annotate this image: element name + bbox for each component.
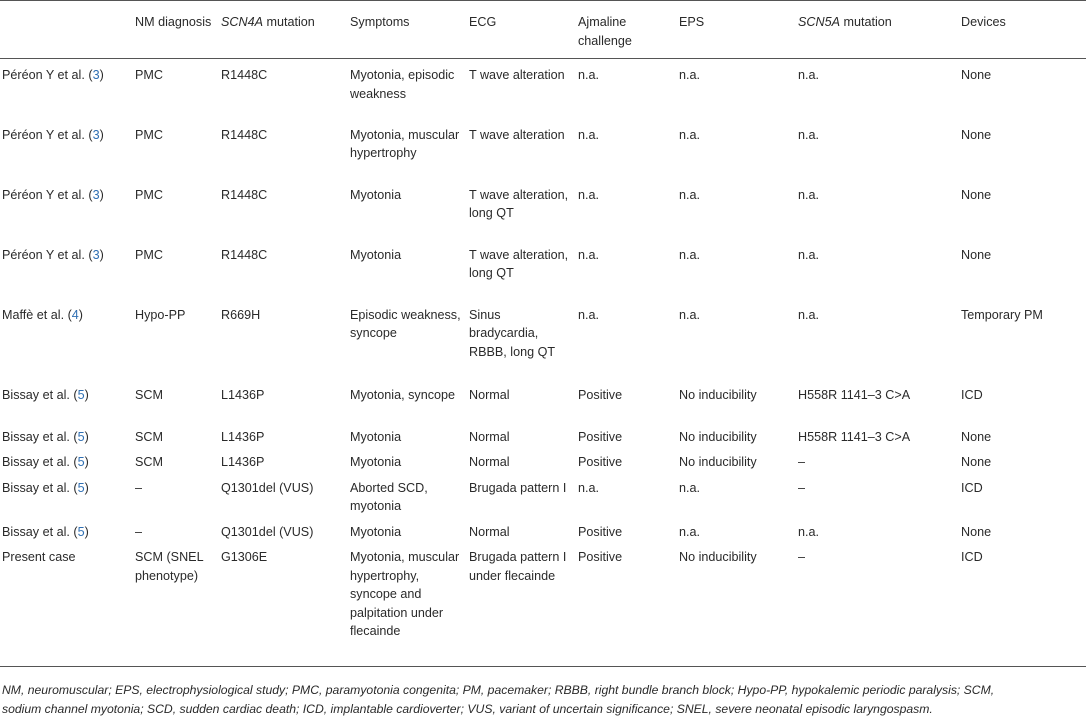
cell-symptoms: Myotonia: [350, 455, 402, 469]
cell-eps: n.a.: [679, 480, 701, 495]
author-name: Bissay et al.: [2, 429, 70, 444]
author-name: Bissay et al.: [2, 480, 70, 495]
author-name: Bissay et al.: [2, 387, 70, 402]
header-cell-ajmaline-challenge: Ajmaline challenge: [574, 1, 675, 59]
cell-nm-diagnosis: SCM: [135, 387, 163, 402]
cell-scn5a-mutation: n.a.: [798, 187, 820, 202]
cell-ajmaline-challenge: Positive: [578, 387, 623, 402]
citation-link[interactable]: 3: [92, 247, 100, 262]
cell-devices: None: [961, 187, 992, 202]
table-row: [0, 379, 1086, 421]
cell-eps: n.a.: [679, 187, 701, 202]
author-name: Present case: [2, 550, 76, 564]
table-row: [0, 59, 1086, 119]
cell-scn5a-mutation: n.a.: [798, 127, 820, 142]
table-footnote: NM, neuromuscular; EPS, electrophysiological study; PMC, paramyotonia congenita; PM, pacemaker; RBBB, right bundle branch block; Hypo-PP, hypokalemic periodic paralysis; SCM, sodium channel myotonia; SCD, sudden cardiac death; ICD, implantable cardioverter; VUS, variant of uncertain significance; SNEL, severe neonatal episodic laryngospasm.: [2, 683, 995, 716]
cell-symptoms: Myotonia, syncope: [350, 387, 456, 402]
cell-ajmaline-challenge: Positive: [578, 429, 623, 444]
header-gene-scn5a: SCN5A: [798, 15, 840, 29]
author-name: Péréon Y et al.: [2, 127, 85, 142]
cell-devices: None: [961, 524, 992, 539]
author-name: Bissay et al.: [2, 524, 70, 539]
citation-link[interactable]: 5: [77, 480, 85, 495]
cell-scn5a-mutation: –: [798, 455, 806, 469]
cell-nm-diagnosis: PMC: [135, 127, 163, 142]
cell-scn5a-mutation: n.a.: [798, 247, 820, 262]
cell-scn4a-mutation: L1436P: [221, 455, 265, 469]
cell-symptoms: Myotonia: [350, 187, 402, 202]
cell-reference: [0, 541, 131, 666]
header-cell-eps: EPS: [675, 1, 794, 59]
cell-ecg: Normal: [469, 387, 510, 402]
cell-eps: n.a.: [679, 68, 701, 82]
cell-nm-diagnosis: –: [135, 524, 143, 539]
cell-devices: Temporary PM: [961, 307, 1043, 322]
table-body: [0, 59, 1086, 667]
cell-nm-diagnosis: Hypo-PP: [135, 307, 186, 322]
cell-devices: None: [961, 455, 992, 469]
cell-scn5a-mutation: n.a.: [798, 524, 820, 539]
header-cell-reference: [0, 1, 131, 59]
cell-ajmaline-challenge: n.a.: [578, 68, 600, 82]
cell-ecg: Brugada pattern I under flecainde: [465, 541, 574, 666]
cell-scn4a-mutation: Q1301del (VUS): [221, 524, 314, 539]
header-cell-devices: Devices: [957, 1, 1086, 59]
cell-symptoms: Myotonia: [350, 524, 402, 539]
cell-scn4a-mutation: G1306E: [217, 541, 346, 666]
cell-devices: None: [961, 247, 992, 262]
cell-reference: Péréon Y et al. (3): [2, 247, 104, 262]
cell-symptoms: Myotonia: [350, 429, 402, 444]
cell-scn5a-mutation: H558R 1141–3 C>A: [798, 429, 911, 444]
cell-scn5a-mutation: H558R 1141–3 C>A: [798, 387, 911, 402]
citation-link[interactable]: 3: [92, 68, 100, 82]
cell-eps: n.a.: [679, 307, 701, 322]
table-row: [0, 239, 1086, 299]
cell-reference: Maffè et al. (4): [2, 307, 83, 322]
cell-eps: n.a.: [679, 524, 701, 539]
header-cell-scn4a-mutation: SCN4A mutation: [217, 1, 346, 59]
cell-ecg: Normal: [469, 429, 510, 444]
table-row: [0, 299, 1086, 379]
citation-link[interactable]: 3: [92, 187, 100, 202]
header-cell-symptoms: Symptoms: [346, 1, 465, 59]
cell-ecg: Normal: [469, 455, 510, 469]
table-row: [0, 421, 1086, 447]
cell-scn4a-mutation: R1448C: [221, 187, 268, 202]
cell-scn4a-mutation: L1436P: [221, 429, 265, 444]
cell-symptoms: Myotonia: [350, 247, 402, 262]
cell-reference: Bissay et al. (5): [2, 387, 89, 402]
cell-devices: ICD: [961, 480, 983, 495]
cell-ecg: T wave alteration: [469, 68, 565, 82]
cell-reference: Péréon Y et al. (3): [2, 187, 104, 202]
cell-nm-diagnosis: SCM: [135, 429, 163, 444]
cell-ecg: T wave alteration, long QT: [469, 247, 569, 280]
cell-ajmaline-challenge: Positive: [574, 541, 675, 666]
cell-eps: No inducibility: [679, 455, 757, 469]
cell-eps: n.a.: [679, 127, 701, 142]
table-row: [0, 516, 1086, 542]
cell-reference: Bissay et al. (5): [2, 524, 89, 539]
cell-nm-diagnosis: PMC: [135, 247, 163, 262]
cell-nm-diagnosis: PMC: [135, 68, 163, 82]
citation-link[interactable]: 4: [71, 307, 79, 322]
cell-ajmaline-challenge: n.a.: [578, 480, 600, 495]
author-name: Maffè et al.: [2, 307, 65, 322]
cell-symptoms: Episodic weakness, syncope: [350, 307, 461, 340]
cell-nm-diagnosis: PMC: [135, 187, 163, 202]
cell-ajmaline-challenge: n.a.: [578, 307, 600, 322]
author-name: Péréon Y et al.: [2, 187, 85, 202]
cell-reference: Péréon Y et al. (3): [2, 127, 104, 142]
cell-scn4a-mutation: L1436P: [221, 387, 265, 402]
cell-scn4a-mutation: Q1301del (VUS): [221, 480, 314, 495]
citation-link[interactable]: 5: [77, 524, 85, 539]
table-row: [0, 179, 1086, 239]
cell-eps: No inducibility: [679, 429, 757, 444]
cell-ajmaline-challenge: n.a.: [578, 127, 600, 142]
header-cell-scn5a-mutation: SCN5A mutation: [794, 1, 957, 59]
cell-ajmaline-challenge: n.a.: [578, 187, 600, 202]
cell-ecg: Normal: [469, 524, 510, 539]
author-name: Péréon Y et al.: [2, 68, 85, 82]
cell-ecg: Sinus bradycardia, RBBB, long QT: [469, 307, 556, 359]
cell-symptoms: Aborted SCD, myotonia: [350, 480, 428, 513]
author-name: Bissay et al.: [2, 455, 70, 469]
cell-scn5a-mutation: –: [794, 541, 957, 666]
cell-ajmaline-challenge: n.a.: [578, 247, 600, 262]
table-row: [0, 541, 1086, 666]
table-row: [0, 472, 1086, 516]
author-name: Péréon Y et al.: [2, 247, 85, 262]
cell-nm-diagnosis: –: [135, 480, 143, 495]
cell-devices: None: [961, 68, 992, 82]
cell-ecg: Brugada pattern I: [469, 480, 567, 495]
cell-eps: n.a.: [679, 247, 701, 262]
cell-ajmaline-challenge: Positive: [578, 524, 623, 539]
cell-nm-diagnosis: SCM (SNEL phenotype): [131, 541, 217, 666]
citation-link[interactable]: 5: [77, 429, 85, 444]
cell-ecg: T wave alteration: [469, 127, 565, 142]
cell-scn5a-mutation: n.a.: [798, 307, 820, 322]
cell-devices: None: [961, 429, 992, 444]
cell-eps: No inducibility: [679, 387, 757, 402]
cell-nm-diagnosis: SCM: [135, 455, 163, 469]
cell-devices: ICD: [957, 541, 1086, 666]
header-cell-nm-diagnosis: NM diagnosis: [131, 1, 217, 59]
cell-scn4a-mutation: R1448C: [221, 68, 268, 82]
cell-scn5a-mutation: n.a.: [798, 68, 820, 82]
cell-reference: Bissay et al. (5): [2, 429, 89, 444]
citation-link[interactable]: 3: [92, 127, 100, 142]
table-header-row: [0, 1, 1086, 59]
cell-scn5a-mutation: –: [798, 480, 806, 495]
cell-reference: Bissay et al. (5): [2, 480, 89, 495]
cell-symptoms: Myotonia, muscular hypertrophy, syncope and palpitation under flecainde: [346, 541, 465, 666]
cell-ecg: T wave alteration, long QT: [469, 187, 569, 220]
cell-scn4a-mutation: R669H: [221, 307, 261, 322]
cell-devices: None: [961, 127, 992, 142]
cell-scn4a-mutation: R1448C: [221, 127, 268, 142]
cell-eps: No inducibility: [675, 541, 794, 666]
cell-ajmaline-challenge: Positive: [578, 455, 623, 469]
cell-devices: ICD: [961, 387, 983, 402]
citation-link[interactable]: 5: [77, 455, 85, 469]
cell-symptoms: Myotonia, episodic weakness: [350, 68, 455, 101]
header-cell-ecg: ECG: [465, 1, 574, 59]
table-row: [0, 446, 1086, 472]
cell-symptoms: Myotonia, muscular hypertrophy: [350, 127, 460, 160]
cell-scn4a-mutation: R1448C: [221, 247, 268, 262]
table-row: [0, 119, 1086, 179]
cell-reference: Bissay et al. (5): [2, 455, 89, 469]
cell-reference: Péréon Y et al. (3): [2, 68, 104, 82]
header-gene-scn4a: SCN4A: [221, 15, 263, 29]
citation-link[interactable]: 5: [77, 387, 85, 402]
